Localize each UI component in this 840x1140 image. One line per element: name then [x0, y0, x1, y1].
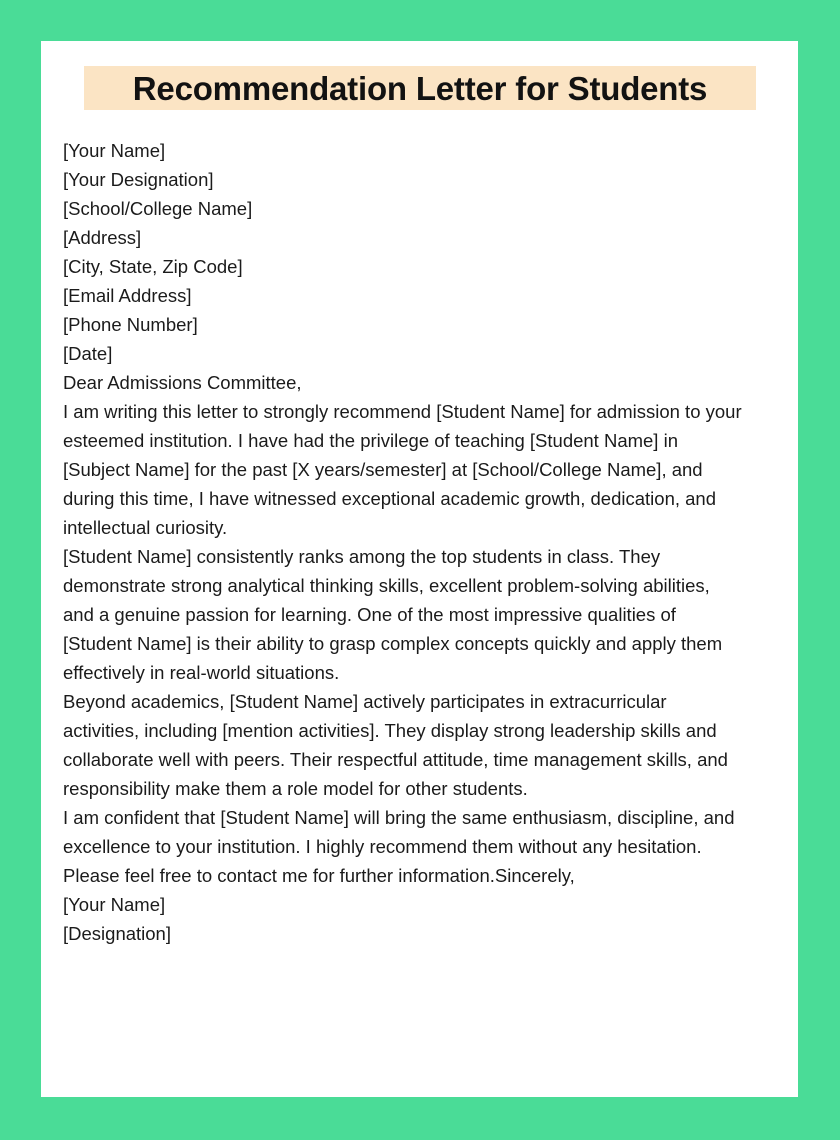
- signature-line: [Your Name]: [63, 894, 166, 915]
- document-title-banner: [84, 66, 756, 110]
- page-title: Recommendation Letter for Students: [132, 69, 708, 107]
- header-line: [City, State, Zip Code]: [63, 256, 243, 277]
- header-line: [Address]: [63, 227, 142, 248]
- header-line: [School/College Name]: [63, 198, 253, 219]
- header-line: [Date]: [63, 343, 113, 364]
- letter-body: [63, 136, 743, 948]
- header-line: [Your Name]: [63, 140, 166, 161]
- letter-paragraph: Beyond academics, [Student Name] actively participates in extracurricular activities, including [mention activities]. They display strong leadership skills and collaborate well with peers. Their respectful attitude, time management skills, and responsibility make them a role model for other students.: [63, 691, 728, 799]
- salutation: Dear Admissions Committee,: [63, 372, 302, 393]
- letter-paragraph: I am confident that [Student Name] will bring the same enthusiasm, discipline, and excellence to your institution. I highly recommend them without any hesitation. Please feel free to contact me for further information.Sincerely,: [63, 807, 735, 886]
- letter-paragraph: [Student Name] consistently ranks among the top students in class. They demonstrate strong analytical thinking skills, excellent problem-solving abilities, and a genuine passion for learning. One of the most impressive qualities of [Student Name] is their ability to grasp complex concepts quickly and apply them effectively in real-world situations.: [63, 546, 723, 683]
- header-line: [Phone Number]: [63, 314, 198, 335]
- header-line: [Your Designation]: [63, 169, 214, 190]
- signature-line: [Designation]: [63, 923, 171, 944]
- letter-card: [41, 41, 798, 1097]
- letter-paragraph: I am writing this letter to strongly recommend [Student Name] for admission to your esteemed institution. I have had the privilege of teaching [Student Name] in [Subject Name] for the past [X years/semester] at [School/College Name], and during this time, I have witnessed exceptional academic growth, dedication, and intellectual curiosity.: [63, 401, 742, 538]
- header-line: [Email Address]: [63, 285, 192, 306]
